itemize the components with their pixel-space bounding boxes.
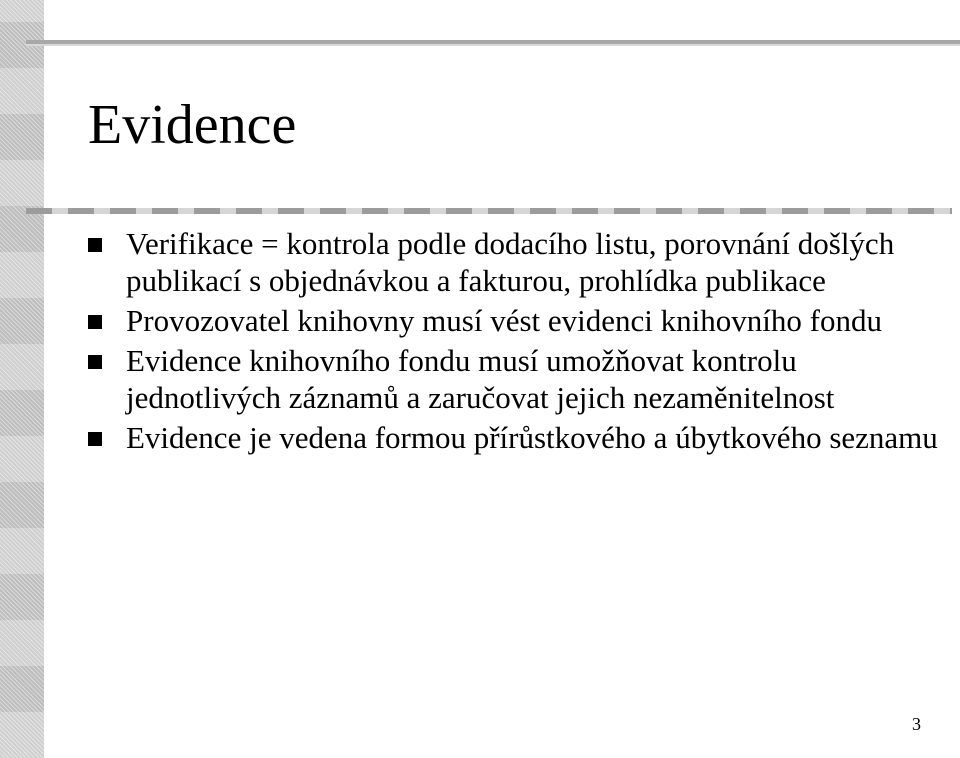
bullet-text: Verifikace = kontrola podle dodacího listu, porovnání došlých publikací s objednávkou a fakturou, prohlídka publikace (126, 226, 895, 298)
slide-title: Evidence (88, 94, 297, 156)
page-number: 3 (912, 714, 921, 734)
bullet-text: Evidence knihovního fondu musí umožňovat kontrolu jednotlivých záznamů a zaručovat jejich nezaměnitelnost (126, 343, 835, 415)
top-divider (26, 40, 960, 46)
title-divider (26, 208, 952, 214)
square-bullet-icon (88, 315, 102, 329)
bullet-item (88, 302, 938, 339)
square-bullet-icon (88, 355, 102, 369)
square-bullet-icon (88, 432, 102, 446)
decorative-left-strip (0, 0, 44, 758)
bullet-item (88, 342, 938, 416)
square-bullet-icon (88, 238, 102, 252)
bullet-item (88, 225, 938, 299)
bullet-text: Provozovatel knihovny musí vést evidenci knihovního fondu (126, 303, 882, 338)
bullet-list (88, 225, 938, 459)
bullet-text: Evidence je vedena formou přírůstkového a úbytkového seznamu (126, 420, 938, 455)
bullet-item (88, 419, 938, 456)
